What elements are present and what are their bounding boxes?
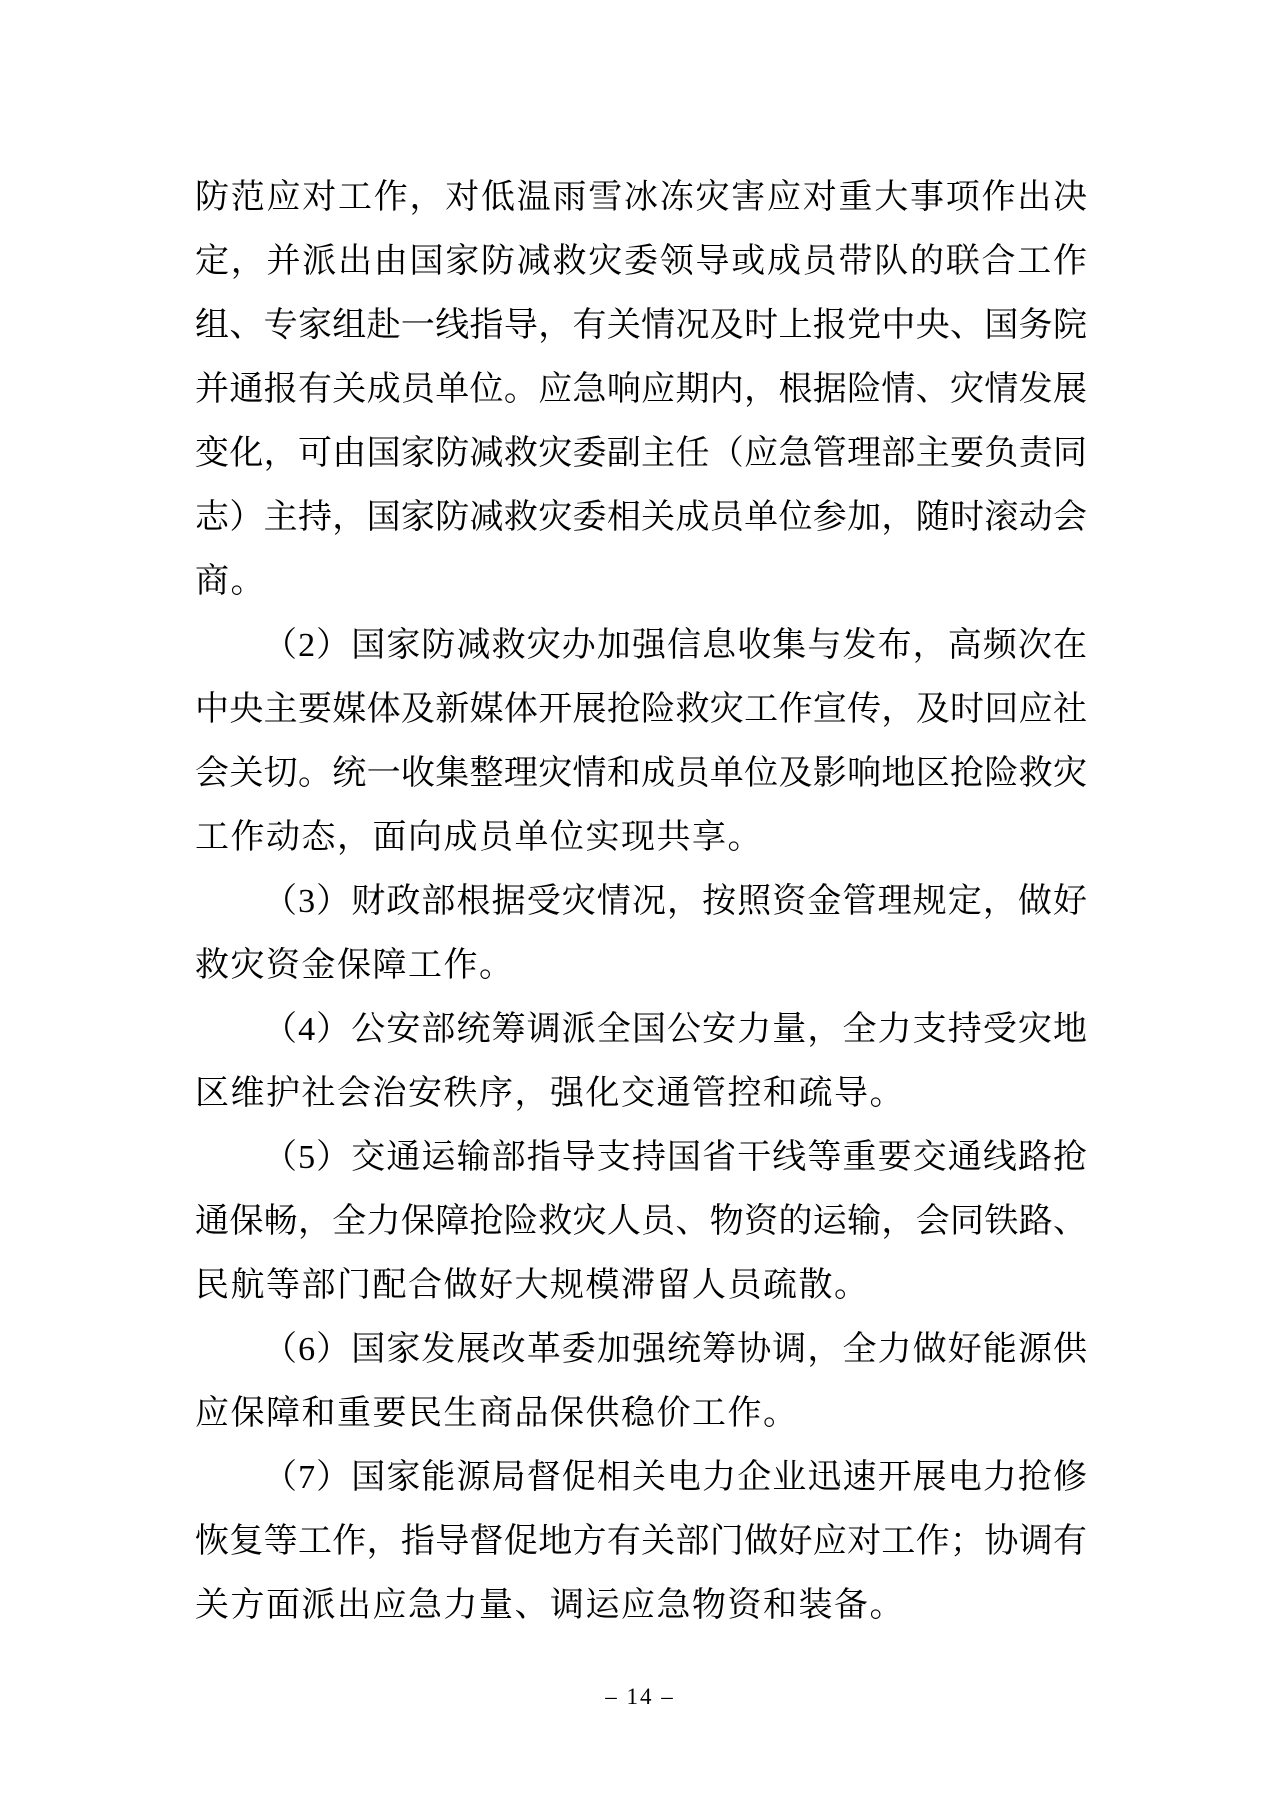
text-line: 定，并派出由国家防减救灾委领导或成员带队的联合工作 xyxy=(195,243,1087,280)
text-line: 并通报有关成员单位。应急响应期内，根据险情、灾情发展 xyxy=(195,371,1087,408)
text-line: 变化，可由国家防减救灾委副主任（应急管理部主要负责同 xyxy=(195,435,1087,472)
text-line: （4）公安部统筹调派全国公安力量，全力支持受灾地 xyxy=(263,1011,1087,1048)
text-line: （3）财政部根据受灾情况，按照资金管理规定，做好 xyxy=(263,883,1087,920)
text-line: 恢复等工作，指导督促地方有关部门做好应对工作；协调有 xyxy=(195,1523,1087,1560)
text-line: （5）交通运输部指导支持国省干线等重要交通线路抢 xyxy=(263,1139,1087,1176)
document-body xyxy=(195,166,1087,1638)
text-line: （6）国家发展改革委加强统筹协调，全力做好能源供 xyxy=(263,1331,1087,1368)
text-line: 组、专家组赴一线指导，有关情况及时上报党中央、国务院 xyxy=(195,307,1087,344)
page-number: – 14 – xyxy=(605,1684,675,1709)
text-line: 志）主持，国家防减救灾委相关成员单位参加，随时滚动会 xyxy=(195,499,1087,536)
text-line: 通保畅，全力保障抢险救灾人员、物资的运输，会同铁路、 xyxy=(195,1203,1087,1240)
text-line: 民航等部门配合做好大规模滞留人员疏散。 xyxy=(195,1267,870,1304)
text-line: 会关切。统一收集整理灾情和成员单位及影响地区抢险救灾 xyxy=(195,755,1087,792)
text-line: 商。 xyxy=(195,563,266,600)
text-line: 工作动态，面向成员单位实现共享。 xyxy=(195,819,763,856)
text-line: 关方面派出应急力量、调运应急物资和装备。 xyxy=(195,1587,905,1624)
page-footer xyxy=(0,1684,1280,1710)
text-line: 防范应对工作，对低温雨雪冰冻灾害应对重大事项作出决 xyxy=(195,179,1087,216)
text-line: 应保障和重要民生商品保供稳价工作。 xyxy=(195,1395,799,1432)
text-line: （7）国家能源局督促相关电力企业迅速开展电力抢修 xyxy=(263,1459,1087,1496)
text-line: 区维护社会治安秩序，强化交通管控和疏导。 xyxy=(195,1075,905,1112)
text-line: （2）国家防减救灾办加强信息收集与发布，高频次在 xyxy=(263,627,1087,664)
text-line: 救灾资金保障工作。 xyxy=(195,947,515,984)
text-line: 中央主要媒体及新媒体开展抢险救灾工作宣传，及时回应社 xyxy=(195,691,1087,728)
